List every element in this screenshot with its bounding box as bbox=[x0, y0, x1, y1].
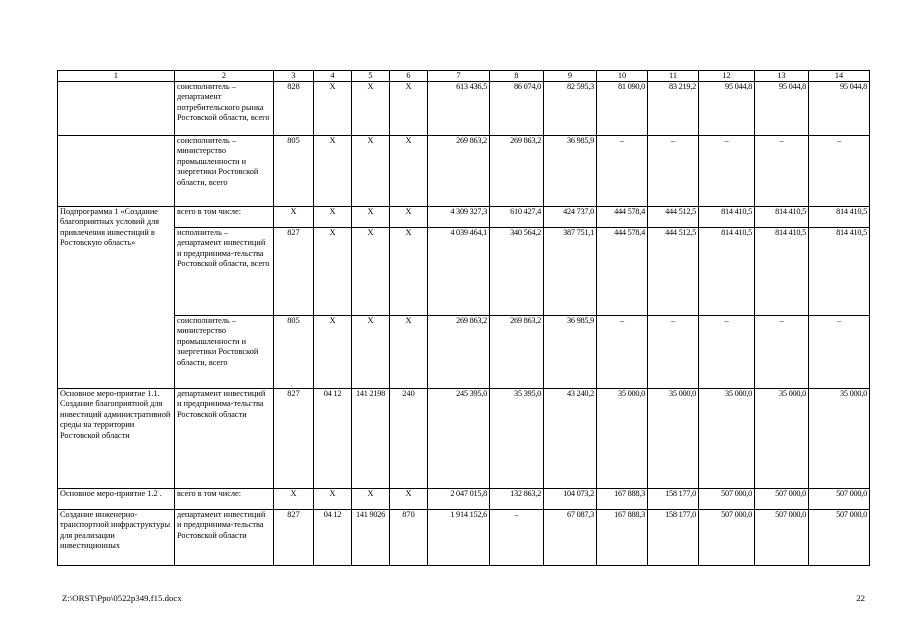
value-cell: 507 000,0 bbox=[809, 510, 870, 566]
executor-cell: исполнитель – департамент инвестиций и предпринима-тельства Ростовской области, всего bbox=[175, 228, 274, 316]
column-number: 11 bbox=[648, 71, 699, 82]
value-cell: 444 512,5 bbox=[648, 228, 699, 316]
rzpr-cell: X bbox=[314, 207, 352, 228]
column-number: 9 bbox=[544, 71, 597, 82]
value-cell: 67 087,3 bbox=[544, 510, 597, 566]
column-number: 14 bbox=[809, 71, 870, 82]
value-cell: – bbox=[699, 316, 755, 389]
value-cell: 158 177,0 bbox=[648, 510, 699, 566]
value-cell: 167 888,3 bbox=[597, 489, 648, 510]
column-number: 13 bbox=[755, 71, 809, 82]
value-cell: 36 985,9 bbox=[544, 136, 597, 207]
rzpr-cell: 04 12 bbox=[314, 389, 352, 489]
vr-cell: 240 bbox=[390, 389, 428, 489]
measure-name-cell: Основное меро-приятие 1.1. Создание благоприятной для инвестиций административной среды на территории Ростовской области bbox=[58, 389, 175, 489]
vr-cell: X bbox=[390, 82, 428, 136]
value-cell: – bbox=[755, 136, 809, 207]
table-row bbox=[58, 136, 870, 207]
value-cell: 2 047 015,8 bbox=[428, 489, 490, 510]
value-cell: 444 512,5 bbox=[648, 207, 699, 228]
value-cell: 269 863,2 bbox=[490, 136, 544, 207]
value-cell: 36 985,9 bbox=[544, 316, 597, 389]
value-cell: 95 044,8 bbox=[699, 82, 755, 136]
budget-table bbox=[57, 70, 870, 566]
column-number: 6 bbox=[390, 71, 428, 82]
column-number: 3 bbox=[274, 71, 314, 82]
value-cell: – bbox=[809, 136, 870, 207]
value-cell: – bbox=[597, 136, 648, 207]
value-cell: 507 000,0 bbox=[755, 510, 809, 566]
value-cell: 613 436,5 bbox=[428, 82, 490, 136]
executor-cell: всего в том числе: bbox=[175, 207, 274, 228]
executor-cell: департамент инвестиций и предпринима-тельства Ростовской области bbox=[175, 510, 274, 566]
table-row bbox=[58, 389, 870, 489]
column-number: 8 bbox=[490, 71, 544, 82]
grbs-cell: 827 bbox=[274, 510, 314, 566]
table-header-row bbox=[58, 71, 870, 82]
measure-name-cell: Создание инженерно-транспортной инфраструктуры для реализации инвестиционных bbox=[58, 510, 175, 566]
value-cell: 1 914 152,6 bbox=[428, 510, 490, 566]
value-cell: 814 410,5 bbox=[755, 228, 809, 316]
table-row bbox=[58, 82, 870, 136]
value-cell: 814 410,5 bbox=[699, 207, 755, 228]
value-cell: 95 044,8 bbox=[809, 82, 870, 136]
grbs-cell: X bbox=[274, 207, 314, 228]
rzpr-cell: 04 12 bbox=[314, 510, 352, 566]
measure-name-cell: Основное меро-приятие 1.2 . bbox=[58, 489, 175, 510]
csr-cell: X bbox=[352, 316, 390, 389]
column-number: 4 bbox=[314, 71, 352, 82]
value-cell: – bbox=[648, 136, 699, 207]
grbs-cell: 805 bbox=[274, 316, 314, 389]
value-cell: 814 410,5 bbox=[809, 228, 870, 316]
value-cell: 269 863,2 bbox=[428, 316, 490, 389]
grbs-cell: X bbox=[274, 489, 314, 510]
table-row bbox=[58, 228, 870, 316]
column-number: 7 bbox=[428, 71, 490, 82]
value-cell: 35 000,0 bbox=[755, 389, 809, 489]
rzpr-cell: X bbox=[314, 136, 352, 207]
value-cell: 814 410,5 bbox=[699, 228, 755, 316]
csr-cell: X bbox=[352, 228, 390, 316]
value-cell: 4 309 327,3 bbox=[428, 207, 490, 228]
program-name-cell bbox=[58, 82, 175, 136]
vr-cell: X bbox=[390, 489, 428, 510]
value-cell: 444 578,4 bbox=[597, 228, 648, 316]
table-row bbox=[58, 510, 870, 566]
value-cell: 83 219,2 bbox=[648, 82, 699, 136]
executor-cell: соисполнитель – министерство промышленности и энергетики Ростовской области, всего bbox=[175, 136, 274, 207]
column-number: 1 bbox=[58, 71, 175, 82]
csr-cell: X bbox=[352, 82, 390, 136]
vr-cell: X bbox=[390, 316, 428, 389]
value-cell: 86 074,0 bbox=[490, 82, 544, 136]
grbs-cell: 827 bbox=[274, 228, 314, 316]
executor-cell: соисполнитель – департамент потребительского рынка Ростовской области, всего bbox=[175, 82, 274, 136]
rzpr-cell: X bbox=[314, 489, 352, 510]
value-cell: 424 737,0 bbox=[544, 207, 597, 228]
page-number: 22 bbox=[856, 593, 865, 603]
grbs-cell: 827 bbox=[274, 389, 314, 489]
value-cell: 132 863,2 bbox=[490, 489, 544, 510]
rzpr-cell: X bbox=[314, 316, 352, 389]
csr-cell: X bbox=[352, 207, 390, 228]
value-cell: 167 888,3 bbox=[597, 510, 648, 566]
rzpr-cell: X bbox=[314, 82, 352, 136]
value-cell: 35 000,0 bbox=[597, 389, 648, 489]
value-cell: 610 427,4 bbox=[490, 207, 544, 228]
csr-cell: 141 2198 bbox=[352, 389, 390, 489]
vr-cell: X bbox=[390, 207, 428, 228]
value-cell: 507 000,0 bbox=[809, 489, 870, 510]
column-number: 2 bbox=[175, 71, 274, 82]
value-cell: 507 000,0 bbox=[699, 489, 755, 510]
column-number: 5 bbox=[352, 71, 390, 82]
value-cell: 35 000,0 bbox=[648, 389, 699, 489]
grbs-cell: 805 bbox=[274, 136, 314, 207]
value-cell: – bbox=[490, 510, 544, 566]
executor-cell: всего в том числе: bbox=[175, 489, 274, 510]
column-number: 12 bbox=[699, 71, 755, 82]
rzpr-cell: X bbox=[314, 228, 352, 316]
value-cell: 269 863,2 bbox=[428, 136, 490, 207]
value-cell: 245 395,0 bbox=[428, 389, 490, 489]
subprogram-name-cell: Подпрограмма 1 «Создание благоприятных условий для привлечения инвестиций в Ростовскую область» bbox=[58, 207, 175, 389]
value-cell: 43 240,2 bbox=[544, 389, 597, 489]
value-cell: – bbox=[699, 136, 755, 207]
value-cell: – bbox=[755, 316, 809, 389]
value-cell: 814 410,5 bbox=[809, 207, 870, 228]
value-cell: 507 000,0 bbox=[755, 489, 809, 510]
vr-cell: X bbox=[390, 136, 428, 207]
value-cell: 104 073,2 bbox=[544, 489, 597, 510]
value-cell: – bbox=[809, 316, 870, 389]
table-row bbox=[58, 489, 870, 510]
value-cell: 507 000,0 bbox=[699, 510, 755, 566]
value-cell: 814 410,5 bbox=[755, 207, 809, 228]
value-cell: 444 578,4 bbox=[597, 207, 648, 228]
value-cell: 82 595,3 bbox=[544, 82, 597, 136]
value-cell: 158 177,0 bbox=[648, 489, 699, 510]
table-row bbox=[58, 316, 870, 389]
csr-cell: X bbox=[352, 136, 390, 207]
value-cell: 340 564,2 bbox=[490, 228, 544, 316]
vr-cell: X bbox=[390, 228, 428, 316]
value-cell: 269 863,2 bbox=[490, 316, 544, 389]
value-cell: – bbox=[597, 316, 648, 389]
value-cell: – bbox=[648, 316, 699, 389]
csr-cell: X bbox=[352, 489, 390, 510]
value-cell: 4 039 464,1 bbox=[428, 228, 490, 316]
csr-cell: 141 9026 bbox=[352, 510, 390, 566]
executor-cell: соисполнитель – министерство промышленности и энергетики Ростовской области, всего bbox=[175, 316, 274, 389]
value-cell: 35 395,0 bbox=[490, 389, 544, 489]
column-number: 10 bbox=[597, 71, 648, 82]
program-name-cell bbox=[58, 136, 175, 207]
value-cell: 95 044,8 bbox=[755, 82, 809, 136]
vr-cell: 870 bbox=[390, 510, 428, 566]
value-cell: 35 000,0 bbox=[699, 389, 755, 489]
value-cell: 387 751,1 bbox=[544, 228, 597, 316]
value-cell: 81 090,0 bbox=[597, 82, 648, 136]
file-path: Z:\ORST\Ppo\0522p349.f15.docx bbox=[62, 593, 182, 603]
grbs-cell: 828 bbox=[274, 82, 314, 136]
value-cell: 35 000,0 bbox=[809, 389, 870, 489]
table-row bbox=[58, 207, 870, 228]
executor-cell: департамент инвестиций и предпринима-тельства Ростовской области bbox=[175, 389, 274, 489]
